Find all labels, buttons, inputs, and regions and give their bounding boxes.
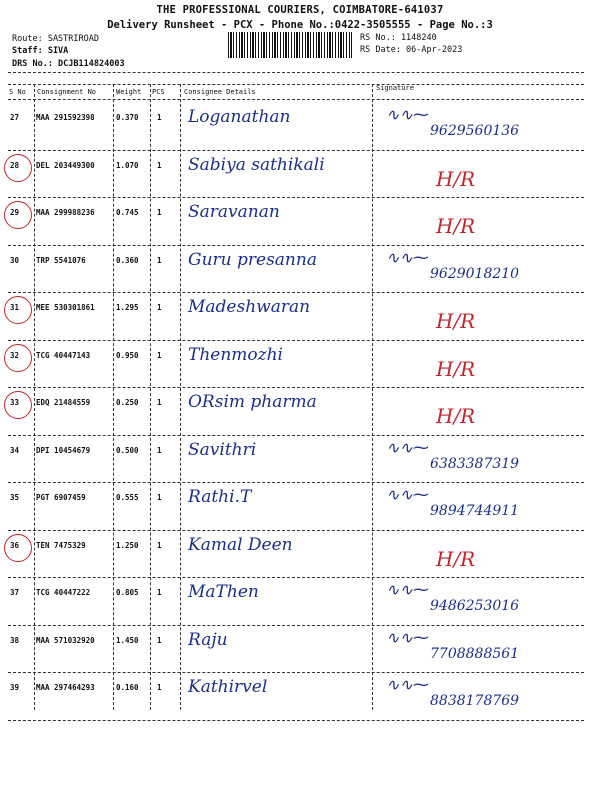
- row-pcs: 1: [157, 635, 162, 645]
- row-signature: H/R: [436, 356, 476, 381]
- row-weight: 1.250: [116, 540, 139, 550]
- row-pcs: 1: [157, 493, 162, 502]
- signature-scribble: ∿∿⁓: [386, 675, 429, 694]
- row-consignee: Raju: [188, 629, 228, 650]
- row-sno: 32: [10, 350, 20, 360]
- row-consignment: DEL 203449300: [36, 160, 95, 170]
- row-consignment: PGT 6907459: [36, 493, 86, 502]
- row-weight: 1.070: [116, 160, 139, 170]
- route-label: Route: SASTRIROAD: [12, 34, 99, 44]
- row-consignee: Savithri: [188, 439, 257, 460]
- col-divider: [372, 84, 373, 710]
- row-signature: 9894744911: [430, 503, 520, 519]
- row-sno: 35: [10, 493, 20, 502]
- row-weight: 0.250: [116, 398, 139, 407]
- row-consignment: MAA 297464293: [36, 683, 95, 692]
- col-signature: Signature: [376, 84, 414, 92]
- row-signature: 8838178769: [430, 693, 520, 709]
- table-top-rule: [8, 84, 584, 85]
- row-signature: H/R: [436, 309, 476, 333]
- col-divider: [34, 84, 35, 710]
- row-divider: [8, 625, 584, 626]
- row-sno: 28: [10, 160, 20, 170]
- signature-scribble: ∿∿⁓: [386, 105, 429, 124]
- row-signature: 7708888561: [430, 645, 520, 662]
- row-weight: 0.745: [116, 208, 139, 217]
- row-signature: 9629560136: [430, 123, 520, 139]
- row-sno: 27: [10, 113, 20, 122]
- row-signature: H/R: [436, 404, 476, 428]
- row-consignment: TRP 5541076: [36, 255, 86, 265]
- col-divider: [113, 84, 114, 710]
- row-pcs: 1: [157, 350, 162, 360]
- row-consignee: Saravanan: [188, 202, 280, 222]
- col-consignee: Consignee Details: [184, 88, 256, 96]
- row-consignee: Sabiya sathikali: [188, 154, 325, 175]
- row-weight: 0.805: [116, 588, 139, 597]
- row-consignee: MaThen: [188, 582, 259, 602]
- signature-scribble: ∿∿⁓: [386, 485, 429, 504]
- row-weight: 1.295: [116, 303, 139, 312]
- row-pcs: 1: [157, 255, 162, 265]
- row-divider: [8, 292, 584, 293]
- row-weight: 0.500: [116, 445, 139, 455]
- row-pcs: 1: [157, 113, 162, 122]
- row-consignment: MEE 530301861: [36, 303, 95, 312]
- barcode: [228, 32, 352, 58]
- row-consignment: TCG 40447143: [36, 350, 91, 360]
- row-divider: [8, 530, 584, 531]
- row-sno: 38: [10, 635, 20, 645]
- row-signature: 9629018210: [430, 265, 520, 282]
- row-weight: 0.555: [116, 493, 139, 502]
- row-divider: [8, 482, 584, 483]
- row-signature: H/R: [436, 546, 476, 571]
- row-consignee: Loganathan: [188, 107, 291, 127]
- row-consignee: Kathirvel: [188, 677, 268, 697]
- row-sno: 39: [10, 683, 20, 692]
- row-consignment: MAA 291592398: [36, 113, 95, 122]
- row-pcs: 1: [157, 445, 162, 455]
- row-weight: 1.450: [116, 635, 139, 645]
- col-divider: [180, 84, 181, 710]
- row-sno: 31: [10, 303, 20, 312]
- row-signature: 6383387319: [430, 455, 520, 472]
- row-divider: [8, 197, 584, 198]
- runsheet-subtitle: Delivery Runsheet - PCX - Phone No.:0422-3505555 - Page No.:3: [107, 19, 493, 31]
- row-sno: 30: [10, 255, 20, 265]
- row-weight: 0.950: [116, 350, 139, 360]
- row-pcs: 1: [157, 303, 162, 312]
- signature-scribble: ∿∿⁓: [386, 247, 429, 267]
- row-consignment: DPI 10454679: [36, 445, 91, 455]
- row-sno: 33: [10, 398, 20, 407]
- row-pcs: 1: [157, 588, 162, 597]
- row-weight: 0.160: [116, 683, 139, 692]
- col-pcs: PCS: [152, 88, 165, 96]
- row-signature: H/R: [436, 166, 476, 191]
- row-consignment: TEN 7475329: [36, 540, 86, 550]
- row-sno: 29: [10, 208, 20, 217]
- signature-scribble: ∿∿⁓: [386, 437, 429, 457]
- row-divider: [8, 672, 584, 673]
- row-weight: 0.360: [116, 255, 139, 265]
- row-sno: 37: [10, 588, 20, 597]
- row-pcs: 1: [157, 398, 162, 407]
- row-divider: [8, 387, 584, 388]
- row-signature: 9486253016: [430, 598, 520, 614]
- col-weight: Weight: [116, 88, 142, 96]
- staff-label: Staff: SIVA: [12, 46, 69, 56]
- col-consignment: Consignment No: [37, 88, 97, 96]
- row-sno: 34: [10, 445, 20, 455]
- signature-scribble: ∿∿⁓: [386, 580, 429, 599]
- row-weight: 0.370: [116, 113, 139, 122]
- row-consignee: Thenmozhi: [188, 344, 283, 365]
- row-divider: [8, 720, 584, 721]
- drs-number: DRS No.: DCJB114824003: [12, 59, 125, 69]
- row-consignee: Rathi.T: [188, 487, 252, 507]
- row-pcs: 1: [157, 540, 162, 550]
- row-pcs: 1: [157, 683, 162, 692]
- row-consignee: Madeshwaran: [188, 297, 311, 317]
- row-divider: [8, 577, 584, 578]
- row-sno: 36: [10, 540, 20, 550]
- header-rule: [8, 99, 584, 100]
- row-consignee: Guru presanna: [188, 249, 317, 270]
- row-consignee: ORsim pharma: [188, 392, 317, 412]
- rs-number: RS No.: 1148240: [360, 33, 437, 43]
- row-consignment: TCG 40447222: [36, 588, 91, 597]
- row-divider: [8, 340, 584, 341]
- signature-scribble: ∿∿⁓: [386, 627, 429, 647]
- header-divider: [8, 72, 584, 73]
- row-divider: [8, 245, 584, 246]
- col-sno: S No: [9, 88, 26, 96]
- row-consignment: EDQ 21484559: [36, 398, 91, 407]
- rs-date: RS Date: 06-Apr-2023: [360, 45, 463, 55]
- row-consignee: Kamal Deen: [188, 534, 293, 555]
- row-pcs: 1: [157, 160, 162, 170]
- row-divider: [8, 150, 584, 151]
- row-pcs: 1: [157, 208, 162, 217]
- col-divider: [150, 84, 151, 710]
- row-divider: [8, 435, 584, 436]
- row-signature: H/R: [436, 214, 476, 238]
- row-consignment: MAA 299988236: [36, 208, 95, 217]
- row-consignment: MAA 571032920: [36, 635, 95, 645]
- company-title: THE PROFESSIONAL COURIERS, COIMBATORE-641037: [156, 4, 444, 16]
